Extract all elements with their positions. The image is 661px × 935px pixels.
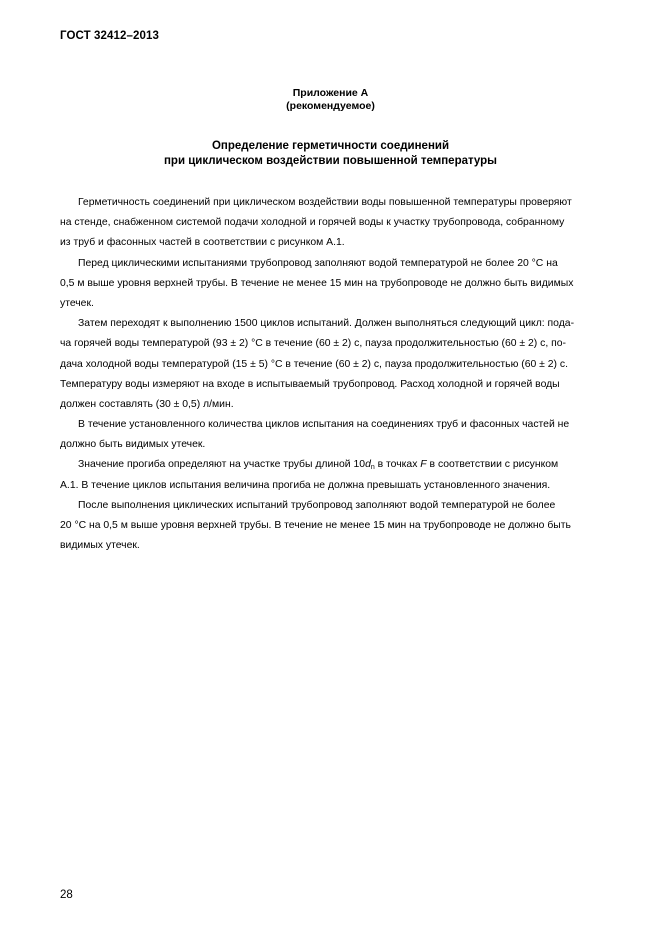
text-line: видимых утечек. [60, 540, 140, 552]
paragraph-4 [60, 415, 617, 455]
document-code: ГОСТ 32412–2013 [60, 30, 160, 42]
text-line: на стенде, снабженном системой подачи холодной и горячей воды к участку трубопровода, собранному [60, 217, 565, 229]
text-line: из труб и фасонных частей в соответствии с рисунком А.1. [60, 237, 345, 249]
text-line: Герметичность соединений при циклическом воздействии воды повышенной температуры проверяют [78, 197, 572, 208]
text-line: Затем переходят к выполнению 1500 циклов испытаний. Должен выполняться следующий цикл: пода- [78, 318, 575, 330]
section-title-line-1: Определение герметичности соединений [211, 140, 450, 152]
text-line: После выполнения циклических испытаний трубопровод заполняют водой температурой не более [78, 499, 556, 511]
text-line: Температуру воды измеряют на входе в испытываемый трубопровод. Расход холодной и горячей воды [60, 378, 560, 390]
text-line: должно быть видимых утечек. [60, 439, 206, 451]
page-number: 28 [60, 889, 73, 901]
text-line: утечек. [60, 297, 94, 309]
section-title-line-2: при циклическом воздействии повышенной температуры [163, 155, 498, 167]
annex-heading [0, 87, 661, 113]
text-fragment: в соответствии с рисунком [426, 459, 559, 471]
body-text [60, 193, 617, 556]
paragraph-1 [60, 193, 617, 254]
text-line [60, 455, 617, 475]
text-line: В течение установленного количества циклов испытания на соединениях труб и фасонных частей не [78, 419, 570, 431]
text-line: должен составлять (30 ± 0,5) л/мин. [60, 398, 234, 410]
paragraph-2 [60, 254, 617, 315]
diameter-symbol: d [365, 459, 371, 471]
annex-title: Приложение А [292, 87, 369, 99]
text-line: А.1. В течение циклов испытания величина прогиба не должна превышать установленного значения. [60, 479, 551, 491]
text-fragment: Значение прогиба определяют на участке трубы длиной 10 [78, 459, 366, 471]
text-fragment: в точках [374, 459, 421, 471]
diameter-subscript: n [370, 464, 375, 472]
text-line: 20 °C на 0,5 м выше уровня верхней трубы. В течение не менее 15 мин на трубопроводе не должно быть [60, 520, 571, 531]
paragraph-3 [60, 314, 617, 415]
text-line: 0,5 м выше уровня верхней трубы. В течение не менее 15 мин на трубопроводе не должно быть видимых [60, 277, 574, 289]
point-symbol: F [420, 459, 427, 471]
text-line: ча горячей воды температурой (93 ± 2) °C в течение (60 ± 2) с, пауза продолжительностью (60 ± 2) с, по- [60, 338, 566, 350]
paragraph-6 [60, 496, 617, 557]
annex-status: (рекомендуемое) [286, 100, 375, 112]
text-line: Перед циклическими испытаниями трубопровод заполняют водой температурой не более 20 °C на [78, 257, 558, 269]
paragraph-5 [60, 455, 617, 495]
section-title [0, 139, 661, 169]
text-line: дача холодной воды температурой (15 ± 5) °C в течение (60 ± 2) с, пауза продолжительностью (60 ± 2) с. [60, 358, 568, 370]
